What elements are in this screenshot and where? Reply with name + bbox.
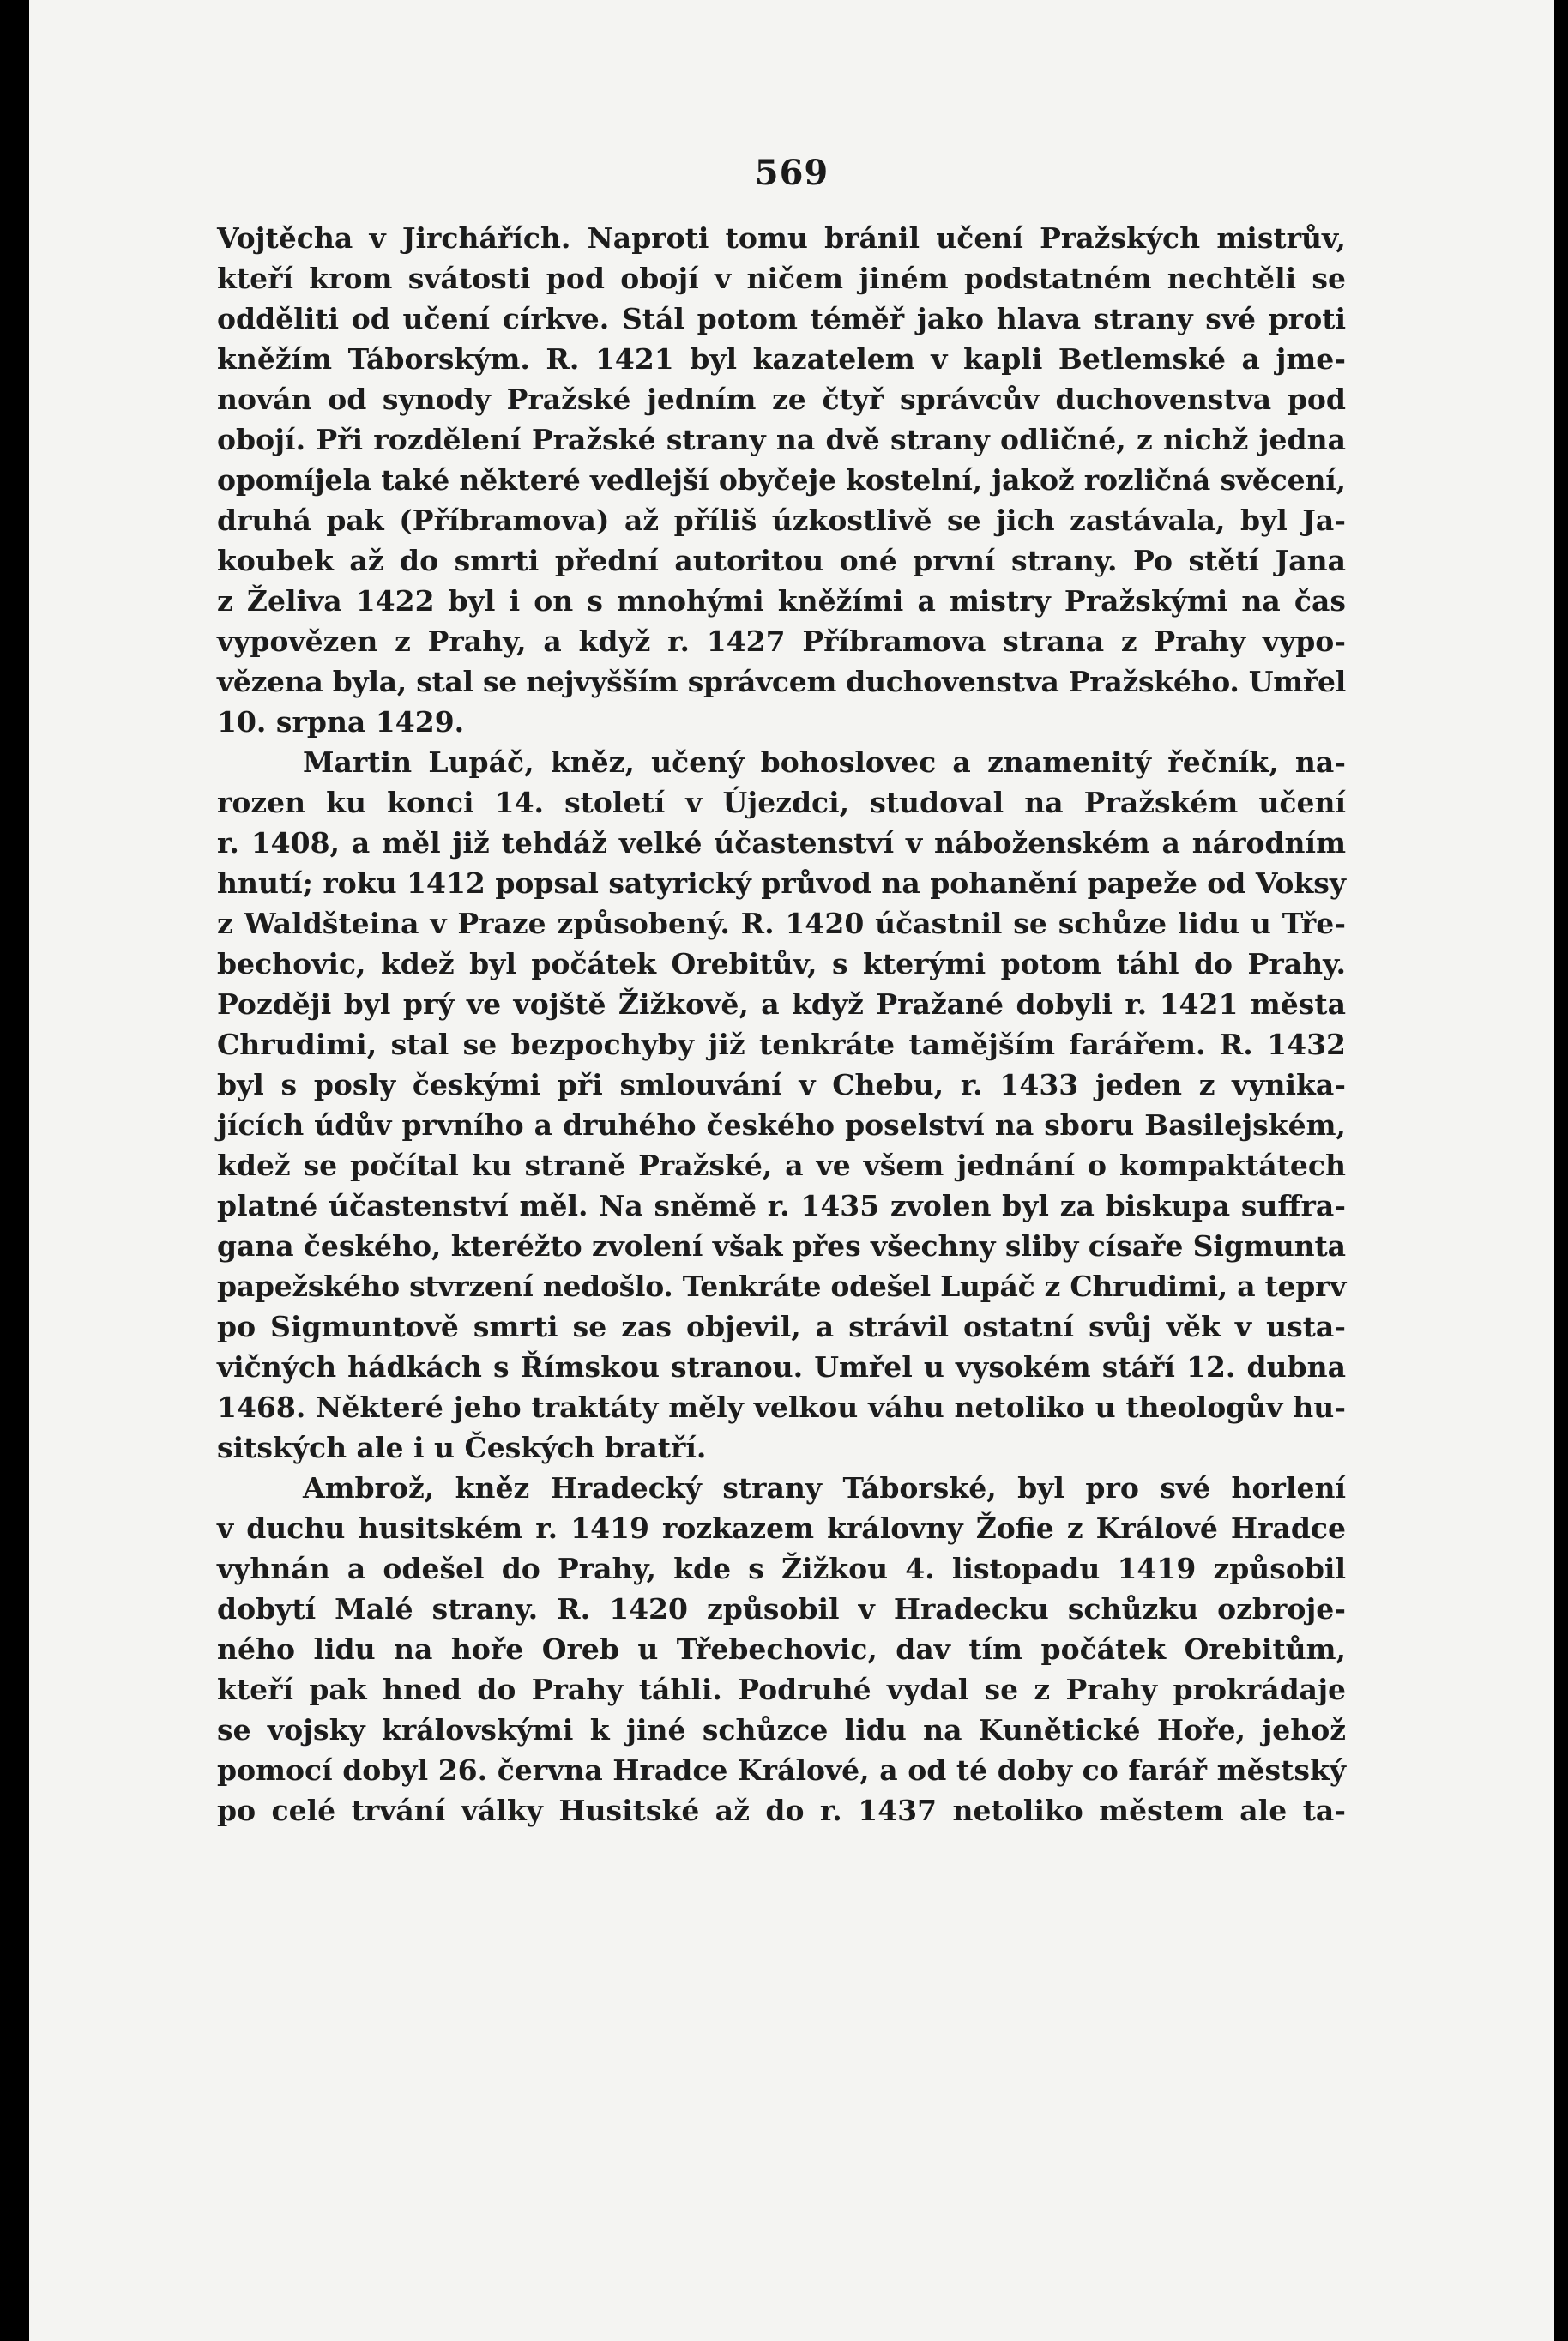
text-line: hnutí; roku 1412 popsal satyrický průvod na pohanění papeže od Voksy [217,866,1346,900]
text-line: opomíjela také některé vedlejší obyčeje kostelní, jakož rozličná svěcení, [217,463,1346,497]
text-line: kdež se počítal ku straně Pražské, a ve všem jednání o kompaktátech [217,1149,1346,1182]
text-line: vyhnán a odešel do Prahy, kde s Žižkou 4. listopadu 1419 způsobil [217,1552,1346,1585]
text-line: po Sigmuntově smrti se zas objevil, a strávil ostatní svůj věk v usta- [217,1310,1346,1343]
book-page [29,0,1554,2341]
body-text [217,218,1346,1831]
text-line: Později byl prý ve vojště Žižkově, a když Pražané dobyli r. 1421 města [217,987,1346,1021]
text-line: Chrudimi, stal se bezpochyby již tenkráte tamějším farářem. R. 1432 [217,1028,1346,1061]
text-line: pomocí dobyl 26. června Hradce Králové, a od té doby co farář městský [217,1753,1346,1787]
text-line: ného lidu na hoře Oreb u Třebechovic, dav tím počátek Orebitům, [217,1632,1346,1666]
text-line: byl s posly českými při smlouvání v Chebu, r. 1433 jeden z vynika- [217,1068,1346,1101]
text-line: koubek až do smrti přední autoritou oné první strany. Po stětí Jana [217,544,1346,577]
scan-border [1554,0,1568,2341]
text-line: kněžím Táborským. R. 1421 byl kazatelem v kapli Betlemské a jme- [217,342,1346,376]
text-line: sitských ale i u Českých bratří. [217,1431,707,1464]
text-line: Vojtěcha v Jirchářích. Naproti tomu bránil učení Pražských mistrův, [217,221,1346,255]
paragraph-ambroz [217,1468,1346,1831]
text-line: dobytí Malé strany. R. 1420 způsobil v Hradecku schůzku ozbroje- [217,1592,1346,1626]
text-line: r. 1408, a měl již tehdáž velké účastenství v náboženském a národním [217,826,1346,860]
text-line: rozen ku konci 14. století v Újezdci, studoval na Pražském učení [217,786,1346,819]
text-line: vičných hádkách s Římskou stranou. Umřel u vysokém stáří 12. dubna [217,1350,1346,1384]
text-line: se vojsky královskými k jiné schůzce lidu na Kunětické Hoře, jehož [217,1713,1346,1747]
text-line: po celé trvání války Husitské až do r. 1437 netoliko městem ale ta- [217,1794,1346,1827]
paragraph-martin-lupac [217,742,1346,1468]
text-line: Ambrož, kněz Hradecký strany Táborské, byl pro své horlení [303,1471,1346,1505]
text-line: z Želiva 1422 byl i on s mnohými kněžími a mistry Pražskými na čas [217,584,1346,618]
text-line: Martin Lupáč, kněz, učený bohoslovec a znamenitý řečník, na- [303,745,1346,779]
text-line: obojí. Při rozdělení Pražské strany na dvě strany odličné, z nichž jedna [217,423,1346,456]
text-line: v duchu husitském r. 1419 rozkazem královny Žofie z Králové Hradce [217,1511,1346,1545]
text-line: vypovězen z Prahy, a když r. 1427 Příbramova strana z Prahy vypo- [217,624,1346,658]
page-number: 569 [754,153,829,193]
text-line: druhá pak (Příbramova) až příliš úzkostlivě se jich zastávala, byl Ja- [217,504,1346,537]
text-line: platné účastenství měl. Na sněmě r. 1435 zvolen byl za biskupa suffra- [217,1189,1346,1222]
text-line: vězena byla, stal se nejvyšším správcem duchovenstva Pražského. Umřel [217,665,1346,698]
text-line: nován od synody Pražské jedním ze čtyř správcův duchovenstva pod [217,383,1346,416]
text-line: kteří pak hned do Prahy táhli. Podruhé vydal se z Prahy prokrádaje [217,1673,1346,1706]
text-line: bechovic, kdež byl počátek Orebitův, s kterými potom táhl do Prahy. [217,947,1346,980]
text-line: kteří krom svátosti pod obojí v ničem jiném podstatném nechtěli se [217,262,1346,295]
text-line: z Waldšteina v Praze způsobený. R. 1420 účastnil se schůze lidu u Tře- [217,907,1346,940]
text-line: papežského stvrzení nedošlo. Tenkráte odešel Lupáč z Chrudimi, a teprv [217,1270,1346,1303]
text-line: odděliti od učení církve. Stál potom téměř jako hlava strany své proti [217,302,1346,335]
text-line: 10. srpna 1429. [217,705,465,739]
paragraph-jakoubek [217,218,1346,742]
text-line: 1468. Některé jeho traktáty měly velkou váhu netoliko u theologův hu- [217,1391,1346,1424]
text-line: gana českého, kteréžto zvolení však přes všechny sliby císaře Sigmunta [217,1229,1346,1263]
text-line: jících údův prvního a druhého českého poselství na sboru Basilejském, [217,1108,1346,1142]
